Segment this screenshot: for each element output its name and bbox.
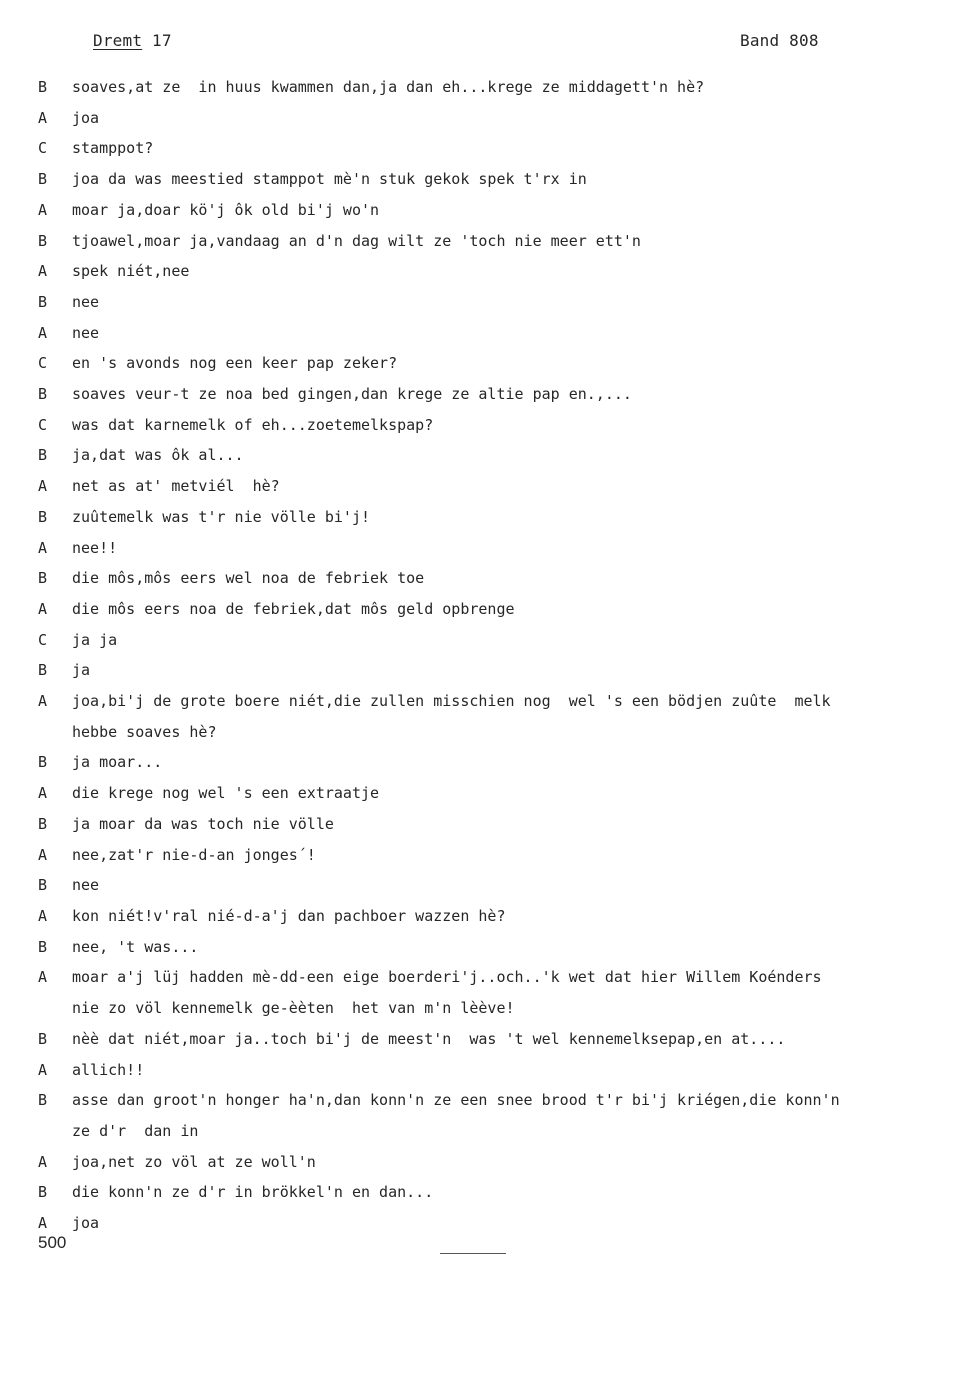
speaker-label: B	[38, 1029, 48, 1048]
speaker-label: B	[38, 569, 48, 588]
transcript-line	[38, 778, 966, 809]
transcript-line	[38, 133, 966, 164]
transcript-line	[38, 1116, 966, 1147]
band-label: Band 808	[740, 31, 819, 50]
transcript-line	[38, 287, 966, 318]
transcript-line	[38, 717, 966, 748]
transcript-line	[38, 440, 966, 471]
speaker-label: C	[38, 630, 48, 649]
transcript-line	[38, 993, 966, 1024]
transcript-line	[38, 533, 966, 564]
utterance-text: asse dan groot'n honger ha'n,dan konn'n ze een snee brood t'r bi'j kriégen,die konn'n	[72, 1091, 840, 1110]
transcript-line	[38, 502, 966, 533]
utterance-text: nee	[72, 876, 100, 895]
utterance-text: joa	[72, 1214, 100, 1233]
transcript-line	[38, 932, 966, 963]
utterance-text: die krege nog wel 's een extraatje	[72, 784, 380, 803]
utterance-text: soaves,at ze in huus kwammen dan,ja dan eh...krege ze middagett'n hè?	[72, 78, 705, 96]
transcript-line	[38, 1085, 966, 1116]
speaker-label: B	[38, 446, 48, 465]
transcript-line	[38, 410, 966, 441]
utterance-text: ja	[72, 661, 91, 680]
utterance-text: allich!!	[72, 1060, 145, 1079]
transcript-line	[38, 1147, 966, 1178]
transcript-line	[38, 747, 966, 778]
transcript-line	[38, 164, 966, 195]
transcript-line	[38, 1055, 966, 1086]
speaker-label: A	[38, 1214, 48, 1233]
speaker-label: A	[38, 1152, 48, 1171]
speaker-label: A	[38, 599, 48, 618]
utterance-text: ja moar...	[72, 753, 163, 772]
transcript-line	[38, 563, 966, 594]
transcript-line	[38, 226, 966, 257]
document-header-left	[93, 31, 172, 50]
transcript-line	[38, 901, 966, 932]
utterance-text: soaves veur-t ze noa bed gingen,dan krege ze altie pap en.,...	[72, 385, 632, 404]
utterance-text: kon niét!v'ral nié-d-a'j dan pachboer wazzen hè?	[72, 906, 506, 925]
speaker-label: B	[38, 1183, 48, 1202]
speaker-label: B	[38, 385, 48, 404]
speaker-label: B	[38, 507, 48, 526]
utterance-text: nee, 't was...	[72, 937, 199, 956]
speaker-label: A	[38, 108, 48, 127]
speaker-label: B	[38, 753, 48, 772]
transcript-line	[38, 840, 966, 871]
speaker-label: C	[38, 139, 48, 158]
speaker-label: A	[38, 1060, 48, 1079]
speaker-label: A	[38, 845, 48, 864]
speaker-label: A	[38, 477, 48, 496]
transcript-line	[38, 195, 966, 226]
document-number: 17	[152, 31, 172, 50]
transcript-line	[38, 625, 966, 656]
transcript-line	[38, 655, 966, 686]
utterance-text: nèè dat niét,moar ja..toch bi'j de meest'n was 't wel kennemelksepap,en at....	[72, 1029, 786, 1048]
utterance-text: stamppot?	[72, 139, 154, 158]
speaker-label: B	[38, 876, 48, 895]
transcript-line	[38, 870, 966, 901]
transcript-line	[38, 72, 966, 103]
utterance-text: ze d'r dan in	[72, 1121, 199, 1140]
utterance-text: tjoawel,moar ja,vandaag an d'n dag wilt ze 'toch nie meer ett'n	[72, 231, 641, 250]
utterance-text: nee,zat'r nie-d-an jonges´!	[72, 845, 316, 864]
utterance-text: hebbe soaves hè?	[72, 722, 217, 741]
utterance-text: was dat karnemelk of eh...zoetemelkspap?	[72, 415, 434, 434]
utterance-text: nee	[72, 292, 100, 311]
utterance-text: joa	[72, 108, 100, 127]
utterance-text: ja ja	[72, 630, 118, 649]
transcript-line	[38, 379, 966, 410]
speaker-label: B	[38, 1091, 48, 1110]
utterance-text: spek niét,nee	[72, 262, 190, 281]
speaker-label: A	[38, 323, 48, 342]
transcript-line	[38, 962, 966, 993]
speaker-label: A	[38, 968, 48, 987]
transcript-line	[38, 1177, 966, 1208]
utterance-text: nee	[72, 323, 100, 342]
transcript-line	[38, 1208, 966, 1239]
transcript-line	[38, 686, 966, 717]
speaker-label: A	[38, 784, 48, 803]
transcript-line	[38, 103, 966, 134]
utterance-text: nee!!	[72, 538, 118, 557]
speaker-label: A	[38, 200, 48, 219]
speaker-label: B	[38, 231, 48, 250]
speaker-label: B	[38, 937, 48, 956]
speaker-label: A	[38, 692, 48, 711]
footer-rule	[440, 1253, 506, 1254]
speaker-label: A	[38, 906, 48, 925]
transcript-line	[38, 594, 966, 625]
transcript-line	[38, 471, 966, 502]
transcript-line	[38, 318, 966, 349]
utterance-text: en 's avonds nog een keer pap zeker?	[72, 354, 398, 373]
utterance-text: joa,bi'j de grote boere niét,die zullen misschien nog wel 's een bödjen zuûte melk	[72, 692, 831, 711]
speaker-label: A	[38, 538, 48, 557]
speaker-label: C	[38, 354, 48, 373]
speaker-label: B	[38, 292, 48, 311]
utterance-text: die môs eers noa de febriek,dat môs geld opbrenge	[72, 599, 515, 618]
page-number: 500	[38, 1233, 67, 1252]
speaker-label: B	[38, 814, 48, 833]
utterance-text: ja,dat was ôk al...	[72, 446, 244, 465]
document-title: Dremt	[93, 31, 143, 50]
utterance-text: moar ja,doar kö'j ôk old bi'j wo'n	[72, 200, 380, 219]
utterance-text: die konn'n ze d'r in brökkel'n en dan...	[72, 1183, 434, 1202]
utterance-text: die môs,môs eers wel noa de febriek toe	[72, 569, 425, 588]
speaker-label: B	[38, 78, 48, 96]
utterance-text: nie zo völ kennemelk ge-èèten het van m'n lèève!	[72, 999, 515, 1018]
transcript-body	[38, 72, 966, 1239]
transcript-line	[38, 1024, 966, 1055]
utterance-text: moar a'j lüj hadden mè-dd-een eige boerderi'j..och..'k wet dat hier Willem Koénders	[72, 968, 822, 987]
utterance-text: zuûtemelk was t'r nie völle bi'j!	[72, 507, 371, 526]
speaker-label: B	[38, 661, 48, 680]
speaker-label: B	[38, 170, 48, 189]
utterance-text: joa,net zo völ at ze woll'n	[72, 1152, 316, 1171]
speaker-label: C	[38, 415, 48, 434]
utterance-text: ja moar da was toch nie völle	[72, 814, 334, 833]
speaker-label: A	[38, 262, 48, 281]
transcript-line	[38, 348, 966, 379]
transcript-line	[38, 256, 966, 287]
utterance-text: joa da was meestied stamppot mè'n stuk gekok spek t'rx in	[72, 170, 587, 189]
transcript-line	[38, 809, 966, 840]
utterance-text: net as at' metviél hè?	[72, 477, 280, 496]
